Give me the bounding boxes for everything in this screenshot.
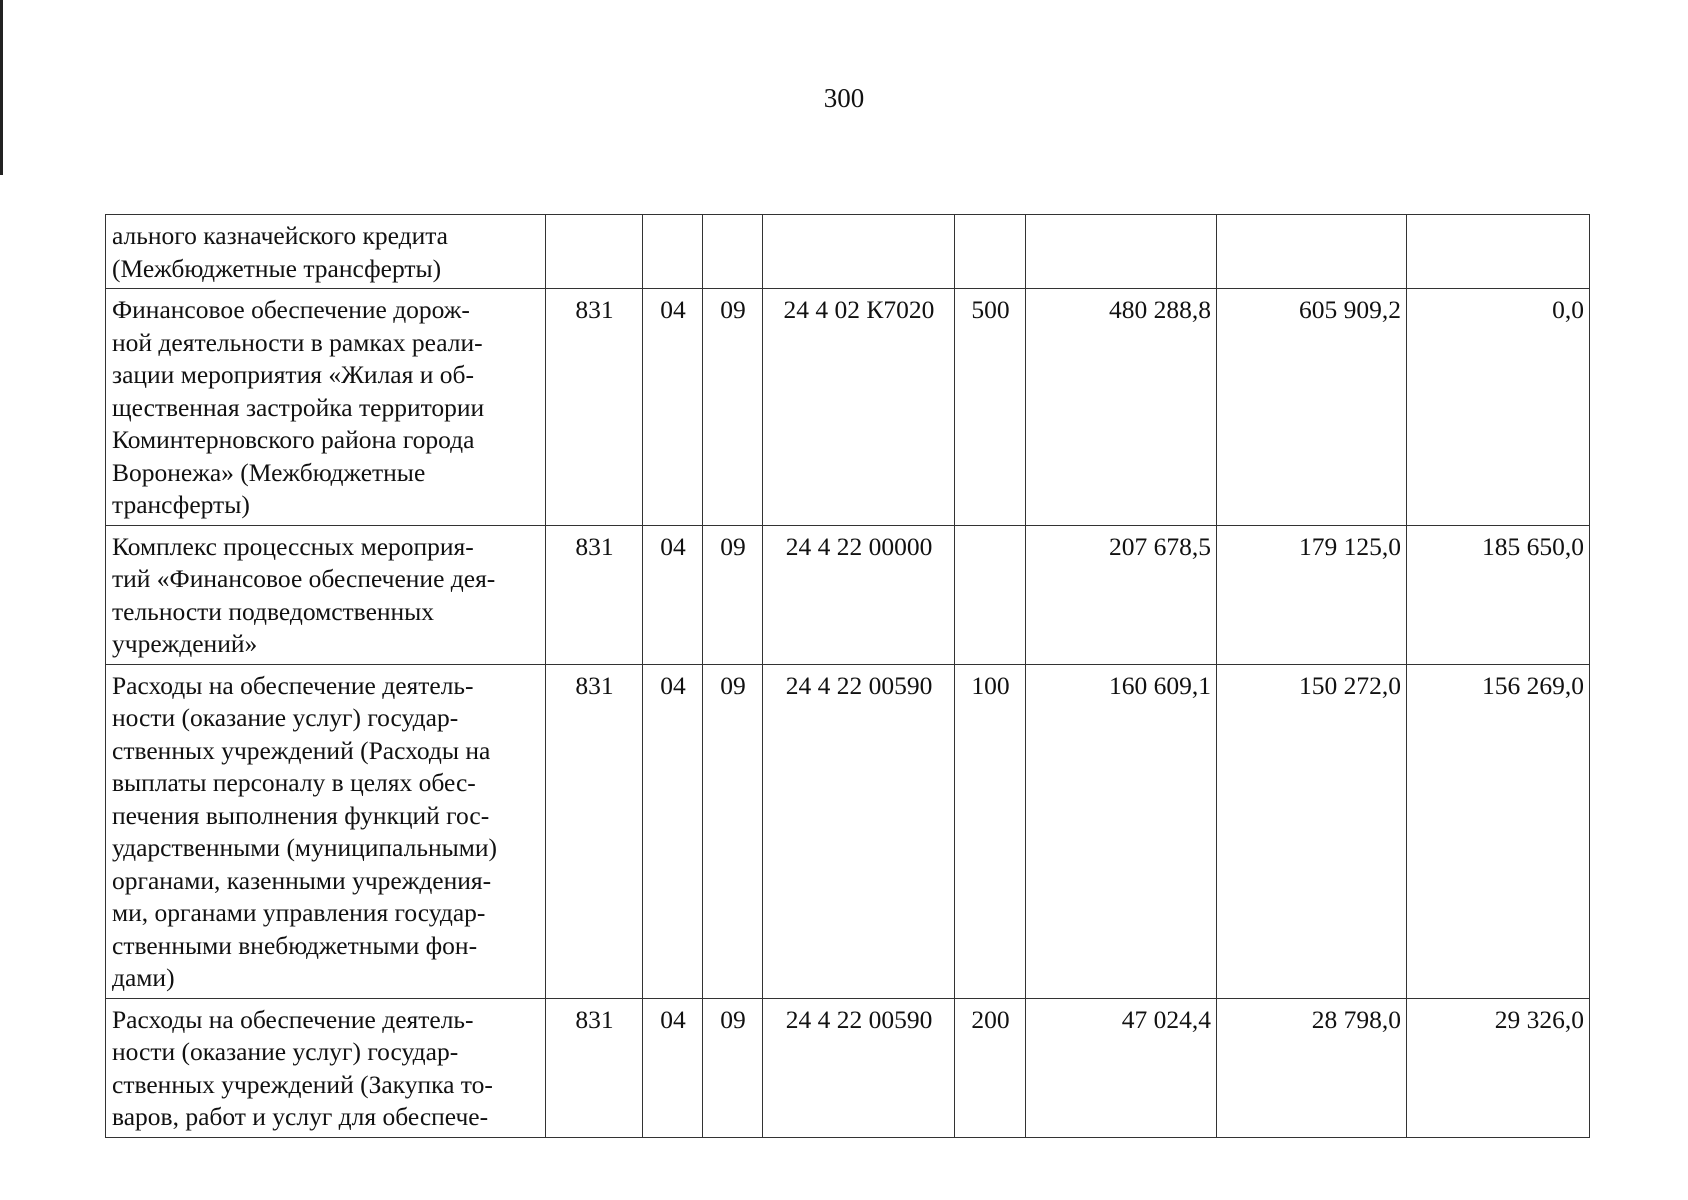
amount-1-cell — [1026, 215, 1217, 289]
amount-3-cell — [1407, 215, 1590, 289]
amount-3-cell: 156 269,0 — [1407, 664, 1590, 998]
table-row — [106, 215, 1590, 289]
section-code-cell: 04 — [643, 998, 703, 1137]
row-description: Комплекс процессных мероприя- тий «Финансовое обеспечение дея- тельности подведомственных учреждений» — [106, 525, 546, 664]
row-description: Финансовое обеспечение дорож- ной деятельности в рамках реали- зации мероприятия «Жилая и об- щественная застройка территории Коминтерновского района города Воронежа» (Межбюджетные трансферты) — [106, 289, 546, 526]
ministry-code-cell: 831 — [546, 664, 643, 998]
subsection-code-cell — [703, 215, 763, 289]
ministry-code-cell: 831 — [546, 289, 643, 526]
subsection-code-cell: 09 — [703, 525, 763, 664]
subsection-code-cell: 09 — [703, 664, 763, 998]
amount-1-cell: 160 609,1 — [1026, 664, 1217, 998]
section-code-cell — [643, 215, 703, 289]
amount-3-cell: 0,0 — [1407, 289, 1590, 526]
section-code-cell: 04 — [643, 289, 703, 526]
target-article-cell: 24 4 22 00590 — [763, 664, 955, 998]
ministry-code-cell: 831 — [546, 525, 643, 664]
amount-1-cell: 47 024,4 — [1026, 998, 1217, 1137]
expense-type-cell — [955, 525, 1026, 664]
ministry-code-cell: 831 — [546, 998, 643, 1137]
amount-2-cell: 28 798,0 — [1217, 998, 1407, 1137]
subsection-code-cell: 09 — [703, 998, 763, 1137]
amount-1-cell: 207 678,5 — [1026, 525, 1217, 664]
section-code-cell: 04 — [643, 664, 703, 998]
row-description: ального казначейского кредита (Межбюджетные трансферты) — [106, 215, 546, 289]
target-article-cell: 24 4 22 00000 — [763, 525, 955, 664]
row-description: Расходы на обеспечение деятель- ности (оказание услуг) государ- ственных учреждений (Расходы на выплаты персоналу в целях обес- печения выполнения функций гос- ударственными (муниципальными) органами, казенными учреждения- ми, органами управления государ- ственными внебюджетными фон- дами) — [106, 664, 546, 998]
section-code-cell: 04 — [643, 525, 703, 664]
expense-type-cell: 200 — [955, 998, 1026, 1137]
expense-type-cell: 500 — [955, 289, 1026, 526]
subsection-code-cell: 09 — [703, 289, 763, 526]
expense-type-cell: 100 — [955, 664, 1026, 998]
amount-2-cell: 605 909,2 — [1217, 289, 1407, 526]
target-article-cell — [763, 215, 955, 289]
amount-2-cell: 150 272,0 — [1217, 664, 1407, 998]
amount-3-cell: 185 650,0 — [1407, 525, 1590, 664]
amount-2-cell — [1217, 215, 1407, 289]
page-number: 300 — [823, 83, 865, 113]
ministry-code-cell — [546, 215, 643, 289]
target-article-cell: 24 4 02 К7020 — [763, 289, 955, 526]
amount-3-cell: 29 326,0 — [1407, 998, 1590, 1137]
amount-1-cell: 480 288,8 — [1026, 289, 1217, 526]
table-row — [106, 289, 1590, 526]
amount-2-cell: 179 125,0 — [1217, 525, 1407, 664]
table-row — [106, 664, 1590, 998]
table-row — [106, 525, 1590, 664]
budget-table — [105, 214, 1590, 1138]
expense-type-cell — [955, 215, 1026, 289]
target-article-cell: 24 4 22 00590 — [763, 998, 955, 1137]
row-description: Расходы на обеспечение деятель- ности (оказание услуг) государ- ственных учреждений (Закупка то- варов, работ и услуг для обеспече- — [106, 998, 546, 1137]
table-row — [106, 998, 1590, 1137]
